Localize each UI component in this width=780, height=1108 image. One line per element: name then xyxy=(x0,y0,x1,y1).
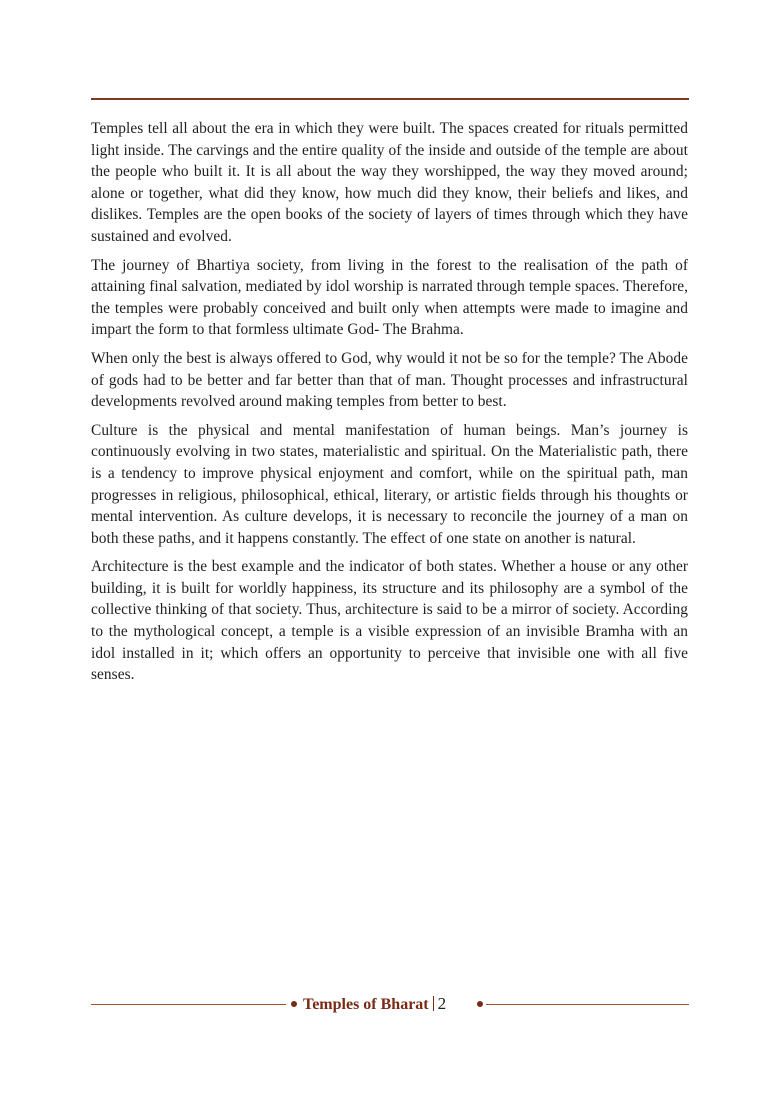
footer-rule-left xyxy=(91,1004,286,1005)
book-title: Temples of Bharat xyxy=(303,996,429,1013)
body-text xyxy=(91,118,688,693)
paragraph: The journey of Bhartiya society, from living in the forest to the realisation of the path of attaining final salvation, mediated by idol worship is narrated through temple spaces. Therefore, the temples were probably conceived and built only when attempts were made to imagine and impart the form to that formless ultimate God- The Brahma. xyxy=(91,256,688,339)
separator-bar xyxy=(433,996,434,1011)
page-number: 2 xyxy=(437,994,447,1013)
paragraph: Architecture is the best example and the indicator of both states. Whether a house or any other building, it is built for worldly happiness, its structure and its philosophy are a symbol of the collective thinking of that society. Thus, architecture is said to be a mirror of society. According to the mythological concept, a temple is a visible expression of an invisible Bramha with an idol installed in it; which offers an opportunity to perceive that invisible one with all five senses. xyxy=(91,558,688,684)
paragraph: Culture is the physical and mental manifestation of human beings. Man’s journey is continuously evolving in two states, materialistic and spiritual. On the Materialistic path, there is a tendency to improve physical enjoyment and comfort, while on the spiritual path, man progresses in religious, philosophical, ethical, literary, or artistic fields through his thoughts or mental intervention. As culture develops, it is necessary to reconcile the journey of a man on both these paths, and it happens constantly. The effect of one state on another is natural. xyxy=(91,421,688,547)
paragraph: Temples tell all about the era in which they were built. The spaces created for rituals permitted light inside. The carvings and the entire quality of the inside and outside of the temple are about the people who built it. It is all about the way they worshipped, the way they moved around; alone or together, what did they know, how much did they know, their beliefs and likes, and dislikes. Temples are the open books of the society of layers of times through which they have sustained and evolved. xyxy=(91,120,688,245)
page-footer xyxy=(91,991,689,1017)
footer-label xyxy=(303,993,473,1016)
header-rule xyxy=(91,98,689,100)
bullet-icon xyxy=(477,1001,483,1007)
footer-rule-right xyxy=(486,1004,689,1005)
bullet-icon xyxy=(291,1001,297,1007)
paragraph: When only the best is always offered to God, why would it not be so for the temple? The Abode of gods had to be better and far better than that of man. Thought processes and infrastructural developments revolved around making temples from better to best. xyxy=(91,349,688,411)
